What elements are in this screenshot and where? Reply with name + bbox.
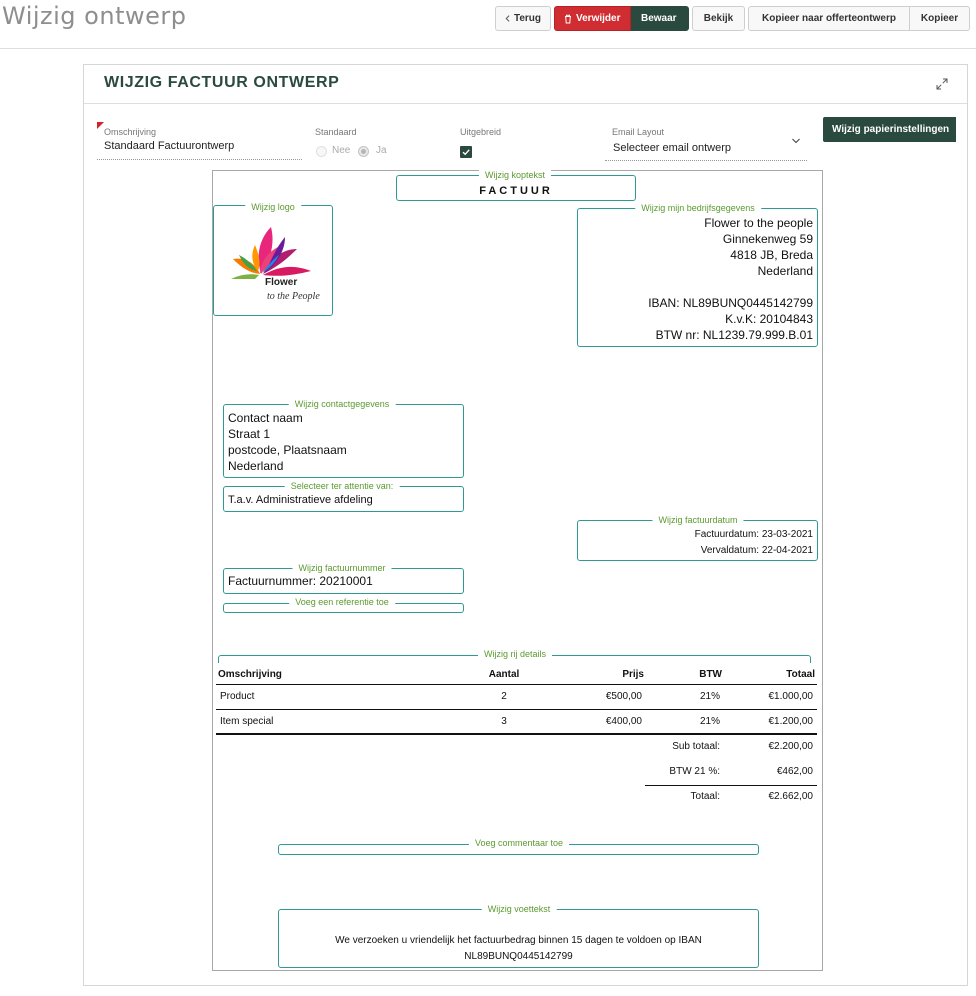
col-total: Totaal [724, 666, 817, 684]
trash-icon [564, 14, 572, 24]
contact-details-box[interactable] [223, 399, 464, 478]
table-row [216, 684, 817, 709]
col-price: Prijs [548, 666, 646, 684]
row-price: €500,00 [548, 684, 646, 709]
company-address-spacer [648, 279, 813, 295]
grand-total-row [645, 791, 817, 805]
email-layout-label: Email Layout [612, 127, 665, 137]
row-description: Product [216, 684, 460, 709]
company-kvk: K.v.K: 20104843 [725, 312, 813, 326]
row-details-box[interactable] [218, 649, 811, 663]
attention-value: T.a.v. Administratieve afdeling [228, 494, 373, 506]
col-description: Omschrijving [216, 666, 460, 684]
invoice-number-box[interactable] [223, 563, 464, 594]
paper-settings-button[interactable]: Wijzig papierinstellingen [823, 117, 956, 142]
extended-label: Uitgebreid [460, 127, 502, 137]
logo-text-people: to the People [267, 291, 320, 302]
col-vat: BTW [646, 666, 724, 684]
footer-text [279, 933, 758, 965]
footer-label: Wijzig voettekst [482, 904, 557, 914]
back-button[interactable] [495, 6, 551, 31]
copy-to-quote-button[interactable] [748, 6, 910, 31]
row-vat: 21% [646, 709, 724, 734]
grand-total-label: Totaal: [690, 791, 720, 802]
company-logo [225, 219, 333, 307]
toolbar [495, 6, 970, 31]
default-yes-radio[interactable] [358, 146, 369, 157]
vat-total-value: €462,00 [776, 766, 813, 777]
logo-box[interactable] [213, 202, 333, 316]
company-country: Nederland [757, 264, 813, 278]
col-quantity: Aantal [460, 666, 548, 684]
view-button[interactable] [692, 6, 745, 31]
row-total: €1.200,00 [724, 709, 817, 734]
card-header [84, 65, 967, 104]
subtotal-row [645, 741, 817, 755]
invoice-date-value: Factuurdatum: 23-03-2021 [694, 529, 813, 540]
reference-box[interactable] [223, 597, 464, 613]
copy-to-quote-label: Kopieer naar offerteontwerp [762, 13, 896, 24]
invoice-title: FACTUUR [479, 185, 553, 197]
row-quantity: 3 [460, 709, 548, 734]
top-divider [0, 48, 976, 49]
table-header-row [216, 666, 817, 684]
default-no-radio[interactable] [316, 146, 327, 157]
table-row [216, 709, 817, 734]
row-vat: 21% [646, 684, 724, 709]
description-label: Omschrijving [104, 127, 157, 137]
required-indicator [97, 122, 104, 129]
description-input[interactable]: Standaard Factuurontwerp [104, 140, 235, 152]
email-layout-select[interactable]: Selecteer email ontwerp [613, 142, 732, 154]
invoice-preview [212, 170, 823, 971]
copy-button[interactable] [910, 6, 970, 31]
view-button-label: Bekijk [703, 13, 734, 24]
card-title: WIJZIG FACTUUR ONTWERP [104, 74, 340, 91]
company-address [648, 215, 813, 343]
contact-details-label: Wijzig contactgegevens [289, 399, 396, 409]
invoice-number-label: Wijzig factuurnummer [292, 563, 391, 573]
row-price: €400,00 [548, 709, 646, 734]
back-button-label: Terug [513, 13, 541, 24]
checkmark-icon [461, 147, 471, 157]
attention-label: Selecteer ter attentie van: [285, 481, 400, 491]
default-label: Standaard [315, 127, 357, 137]
description-underline [97, 159, 302, 160]
subtotal-label: Sub totaal: [672, 741, 720, 752]
invoice-date-label: Wijzig factuurdatum [652, 515, 743, 525]
footer-box[interactable] [278, 904, 759, 968]
company-city: 4818 JB, Breda [730, 248, 813, 262]
chevron-down-icon[interactable] [791, 137, 801, 145]
logo-box-label: Wijzig logo [245, 202, 301, 212]
comment-box[interactable] [278, 838, 759, 855]
grand-total-value: €2.662,00 [768, 791, 813, 802]
row-description: Item special [216, 709, 460, 734]
line-items-table [216, 666, 817, 735]
attention-box[interactable] [223, 481, 464, 512]
header-box[interactable] [396, 170, 636, 201]
company-name: Flower to the people [704, 216, 813, 230]
row-details-label: Wijzig rij details [478, 649, 552, 659]
expand-icon[interactable] [935, 77, 949, 91]
company-street: Ginnekenweg 59 [722, 232, 813, 246]
copy-button-label: Kopieer [920, 13, 959, 24]
save-button-label: Bewaar [641, 13, 677, 24]
subtotal-value: €2.200,00 [768, 741, 813, 752]
delete-button[interactable] [554, 6, 631, 31]
header-box-label: Wijzig koptekst [479, 170, 551, 180]
footer-line-2: NL89BUNQ0445142799 [464, 951, 573, 962]
invoice-number-value: Factuurnummer: 20210001 [228, 574, 373, 588]
delete-button-label: Verwijder [576, 13, 621, 24]
contact-address [228, 410, 347, 474]
comment-label: Voeg commentaar toe [469, 838, 569, 848]
vat-total-row [645, 766, 817, 780]
contact-street: Straat 1 [228, 427, 271, 441]
extended-checkbox[interactable] [460, 146, 472, 158]
vat-total-label: BTW 21 %: [669, 766, 720, 777]
email-layout-underline [605, 160, 807, 161]
page-title: Wijzig ontwerp [2, 2, 187, 30]
row-quantity: 2 [460, 684, 548, 709]
company-iban: IBAN: NL89BUNQ0445142799 [648, 296, 813, 310]
total-rule [645, 785, 817, 786]
due-date-value: Vervaldatum: 22-04-2021 [700, 545, 813, 556]
flower-logo-icon [225, 219, 333, 279]
totals-block [645, 741, 817, 805]
company-details-box[interactable] [577, 203, 818, 347]
default-yes-label: Ja [376, 145, 387, 156]
logo-text-flower: Flower [265, 277, 298, 288]
row-total: €1.000,00 [724, 684, 817, 709]
chevron-left-icon [505, 14, 510, 23]
default-no-label: Nee [332, 145, 351, 156]
invoice-date-box[interactable] [577, 515, 818, 561]
contact-city: postcode, Plaatsnaam [228, 443, 347, 457]
save-button[interactable] [631, 6, 689, 31]
company-btw: BTW nr: NL1239.79.999.B.01 [655, 328, 813, 342]
contact-name: Contact naam [228, 411, 303, 425]
invoice-dates [695, 527, 813, 559]
reference-label: Voeg een referentie toe [289, 597, 395, 607]
contact-country: Nederland [228, 459, 284, 473]
company-details-label: Wijzig mijn bedrijfsgegevens [635, 203, 761, 213]
footer-line-1: We verzoeken u vriendelijk het factuurbedrag binnen 15 dagen te voldoen op IBAN [335, 935, 702, 946]
